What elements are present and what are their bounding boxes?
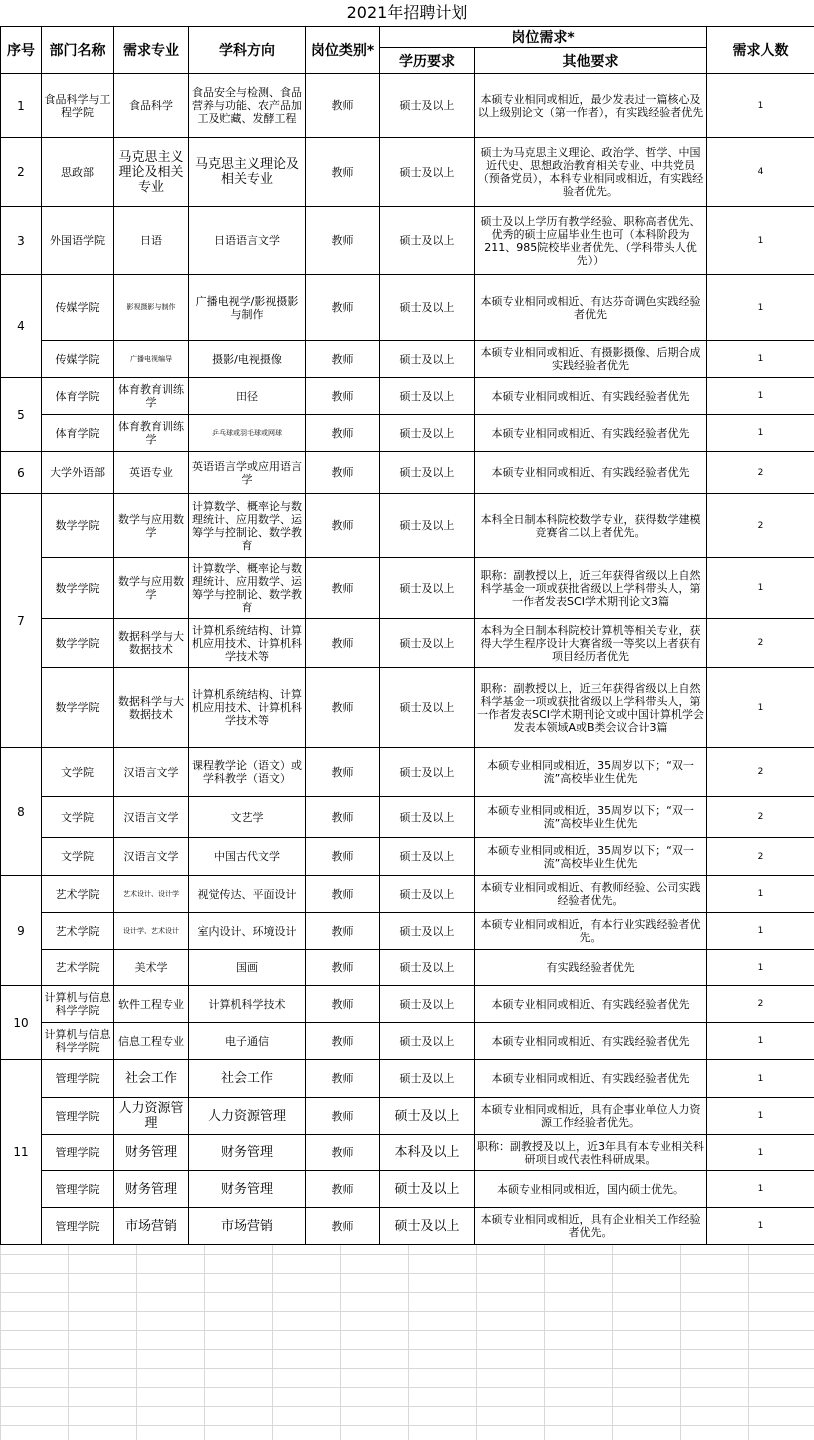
count-cell[interactable]: 1 — [707, 913, 814, 950]
dept-cell[interactable]: 体育学院 — [42, 415, 114, 452]
sheet-title: 2021年招聘计划 — [0, 0, 814, 26]
edu-cell[interactable]: 硕士及以上 — [380, 838, 475, 876]
major-cell[interactable]: 软件工程专业 — [114, 986, 189, 1023]
direction-cell[interactable]: 计算机科学技术 — [189, 986, 306, 1023]
table-row — [1, 74, 814, 138]
direction-cell[interactable]: 马克思主义理论及相关专业 — [189, 138, 306, 207]
count-cell[interactable]: 1 — [707, 1060, 814, 1098]
table-row — [1, 558, 814, 619]
header-major[interactable]: 需求专业 — [114, 27, 189, 74]
dept-cell[interactable]: 传媒学院 — [42, 341, 114, 378]
post-type-cell[interactable]: 教师 — [306, 913, 380, 950]
edu-cell[interactable]: 本科及以上 — [380, 1135, 475, 1171]
dept-cell[interactable]: 大学外语部 — [42, 452, 114, 494]
major-cell[interactable]: 数学与应用数学 — [114, 558, 189, 619]
other-req-cell[interactable]: 本硕专业相同或相近、有实践经验者优先 — [475, 1023, 707, 1060]
table-row — [1, 341, 814, 378]
table-row — [1, 207, 814, 275]
edu-cell[interactable]: 硕士及以上 — [380, 913, 475, 950]
table-row — [1, 1135, 814, 1171]
header-edu[interactable]: 学历要求 — [380, 48, 475, 74]
dept-cell[interactable]: 外国语学院 — [42, 207, 114, 275]
seq-cell[interactable]: 5 — [1, 378, 42, 452]
other-req-cell[interactable]: 本硕专业相同或相近，具有企业相关工作经验者优先。 — [475, 1208, 707, 1245]
edu-cell[interactable]: 硕士及以上 — [380, 619, 475, 668]
seq-cell[interactable]: 9 — [1, 876, 42, 986]
dept-cell[interactable]: 管理学院 — [42, 1060, 114, 1098]
post-type-cell[interactable]: 教师 — [306, 275, 380, 341]
count-cell[interactable]: 1 — [707, 275, 814, 341]
table-row — [1, 378, 814, 415]
post-type-cell[interactable]: 教师 — [306, 797, 380, 838]
table-row — [1, 1208, 814, 1245]
other-req-cell[interactable]: 本硕专业相同或相近、有教师经验、公司实践经验者优先。 — [475, 876, 707, 913]
post-type-cell[interactable]: 教师 — [306, 1098, 380, 1135]
dept-cell[interactable]: 数学学院 — [42, 494, 114, 558]
other-req-cell[interactable]: 本科全日制本科院校数学专业，获得数学建模竞赛省二以上者优先。 — [475, 494, 707, 558]
edu-cell[interactable]: 硕士及以上 — [380, 415, 475, 452]
table-row — [1, 838, 814, 876]
post-type-cell[interactable]: 教师 — [306, 1023, 380, 1060]
table-row — [1, 1023, 814, 1060]
direction-cell[interactable]: 财务管理 — [189, 1171, 306, 1208]
major-cell[interactable]: 社会工作 — [114, 1060, 189, 1098]
major-cell[interactable]: 数学与应用数学 — [114, 494, 189, 558]
header-count[interactable]: 需求人数 — [707, 27, 814, 74]
count-cell[interactable]: 1 — [707, 950, 814, 986]
other-req-cell[interactable]: 本硕专业相同或相近、有实践经验者优先 — [475, 986, 707, 1023]
edu-cell[interactable]: 硕士及以上 — [380, 275, 475, 341]
table-body — [1, 74, 814, 1245]
seq-cell[interactable]: 4 — [1, 275, 42, 378]
direction-cell[interactable]: 日语语言文学 — [189, 207, 306, 275]
major-cell[interactable]: 马克思主义理论及相关专业 — [114, 138, 189, 207]
dept-cell[interactable]: 管理学院 — [42, 1135, 114, 1171]
table-row — [1, 1171, 814, 1208]
header-seq[interactable]: 序号 — [1, 27, 42, 74]
post-type-cell[interactable]: 教师 — [306, 207, 380, 275]
direction-cell[interactable]: 广播电视学/影视摄影与制作 — [189, 275, 306, 341]
post-type-cell[interactable]: 教师 — [306, 950, 380, 986]
table-row — [1, 1060, 814, 1098]
dept-cell[interactable]: 文学院 — [42, 748, 114, 797]
dept-cell[interactable]: 管理学院 — [42, 1208, 114, 1245]
dept-cell[interactable]: 文学院 — [42, 797, 114, 838]
count-cell[interactable]: 2 — [707, 797, 814, 838]
post-type-cell[interactable]: 教师 — [306, 619, 380, 668]
other-req-cell[interactable]: 本硕专业相同或相近，国内硕士优先。 — [475, 1171, 707, 1208]
header-post-req[interactable]: 岗位需求* — [380, 27, 707, 48]
edu-cell[interactable]: 硕士及以上 — [380, 986, 475, 1023]
edu-cell[interactable]: 硕士及以上 — [380, 452, 475, 494]
dept-cell[interactable]: 文学院 — [42, 838, 114, 876]
table-row — [1, 668, 814, 748]
other-req-cell[interactable]: 本硕专业相同或相近，35周岁以下；“双一流”高校毕业生优先 — [475, 797, 707, 838]
dept-cell[interactable]: 艺术学院 — [42, 876, 114, 913]
dept-cell[interactable]: 数学学院 — [42, 558, 114, 619]
seq-cell[interactable]: 11 — [1, 1060, 42, 1245]
direction-cell[interactable]: 社会工作 — [189, 1060, 306, 1098]
direction-cell[interactable]: 田径 — [189, 378, 306, 415]
other-req-cell[interactable]: 本硕专业相同或相近，35周岁以下；“双一流”高校毕业生优先 — [475, 838, 707, 876]
dept-cell[interactable]: 传媒学院 — [42, 275, 114, 341]
post-type-cell[interactable]: 教师 — [306, 378, 380, 415]
count-cell[interactable]: 1 — [707, 341, 814, 378]
count-cell[interactable]: 1 — [707, 378, 814, 415]
dept-cell[interactable]: 食品科学与工程学院 — [42, 74, 114, 138]
count-cell[interactable]: 2 — [707, 619, 814, 668]
major-cell[interactable]: 财务管理 — [114, 1171, 189, 1208]
edu-cell[interactable]: 硕士及以上 — [380, 341, 475, 378]
count-cell[interactable]: 1 — [707, 1208, 814, 1245]
major-cell[interactable]: 设计学、艺术设计 — [114, 913, 189, 950]
post-type-cell[interactable]: 教师 — [306, 1208, 380, 1245]
count-cell[interactable]: 4 — [707, 138, 814, 207]
table-row — [1, 986, 814, 1023]
edu-cell[interactable]: 硕士及以上 — [380, 1023, 475, 1060]
count-cell[interactable]: 1 — [707, 668, 814, 748]
table-row — [1, 876, 814, 913]
header-direction[interactable]: 学科方向 — [189, 27, 306, 74]
other-req-cell[interactable]: 本硕专业相同或相近、有摄影摄像、后期合成实践经验者优先 — [475, 341, 707, 378]
other-req-cell[interactable]: 本硕专业相同或相近，35周岁以下；“双一流”高校毕业生优先 — [475, 748, 707, 797]
recruitment-table — [0, 26, 814, 1245]
post-type-cell[interactable]: 教师 — [306, 341, 380, 378]
other-req-cell[interactable]: 职称：副教授及以上，近3年具有本专业相关科研项目或代表性科研成果。 — [475, 1135, 707, 1171]
edu-cell[interactable]: 硕士及以上 — [380, 138, 475, 207]
direction-cell[interactable]: 国画 — [189, 950, 306, 986]
post-type-cell[interactable]: 教师 — [306, 558, 380, 619]
table-row — [1, 415, 814, 452]
other-req-cell[interactable]: 本硕专业相同或相近、有实践经验者优先 — [475, 378, 707, 415]
post-type-cell[interactable]: 教师 — [306, 138, 380, 207]
direction-cell[interactable]: 食品安全与检测、食品营养与功能、农产品加工及贮藏、发酵工程 — [189, 74, 306, 138]
major-cell[interactable]: 数据科学与大数据技术 — [114, 668, 189, 748]
major-cell[interactable]: 体育教育训练学 — [114, 415, 189, 452]
dept-cell[interactable]: 数学学院 — [42, 668, 114, 748]
edu-cell[interactable]: 硕士及以上 — [380, 797, 475, 838]
post-type-cell[interactable]: 教师 — [306, 1060, 380, 1098]
edu-cell[interactable]: 硕士及以上 — [380, 950, 475, 986]
other-req-cell[interactable]: 本硕专业相同或相近、有实践经验者优先 — [475, 1060, 707, 1098]
direction-cell[interactable]: 人力资源管理 — [189, 1098, 306, 1135]
major-cell[interactable]: 体育教育训练学 — [114, 378, 189, 415]
direction-cell[interactable]: 计算数学、概率论与数理统计、应用数学、运筹学与控制论、数学教育 — [189, 558, 306, 619]
dept-cell[interactable]: 艺术学院 — [42, 950, 114, 986]
major-cell[interactable]: 财务管理 — [114, 1135, 189, 1171]
dept-cell[interactable]: 管理学院 — [42, 1171, 114, 1208]
major-cell[interactable]: 食品科学 — [114, 74, 189, 138]
other-req-cell[interactable]: 本硕专业相同或相近，有本行业实践经验者优先。 — [475, 913, 707, 950]
other-req-cell[interactable]: 职称：副教授以上，近三年获得省级以上自然科学基金一项或获批省级以上学科带头人，第一作者发表SCI学术期刊论文或中国计算机学会发表本领域A或B类会议合计3篇 — [475, 668, 707, 748]
seq-cell[interactable]: 1 — [1, 74, 42, 138]
edu-cell[interactable]: 硕士及以上 — [380, 207, 475, 275]
seq-cell[interactable]: 3 — [1, 207, 42, 275]
header-other[interactable]: 其他要求 — [475, 48, 707, 74]
other-req-cell[interactable]: 本硕专业相同或相近，具有企事业单位人力资源工作经验者优先。 — [475, 1098, 707, 1135]
dept-cell[interactable]: 思政部 — [42, 138, 114, 207]
other-req-cell[interactable]: 有实践经验者优先 — [475, 950, 707, 986]
other-req-cell[interactable]: 本硕专业相同或相近、有实践经验者优先 — [475, 415, 707, 452]
major-cell[interactable]: 英语专业 — [114, 452, 189, 494]
other-req-cell[interactable]: 本硕专业相同或相近，最少发表过一篇核心及以上级别论文（第一作者），有实践经验者优先 — [475, 74, 707, 138]
table-row — [1, 950, 814, 986]
post-type-cell[interactable]: 教师 — [306, 1135, 380, 1171]
major-cell[interactable]: 市场营销 — [114, 1208, 189, 1245]
count-cell[interactable]: 1 — [707, 415, 814, 452]
major-cell[interactable]: 汉语言文学 — [114, 748, 189, 797]
post-type-cell[interactable]: 教师 — [306, 1171, 380, 1208]
count-cell[interactable]: 2 — [707, 748, 814, 797]
count-cell[interactable]: 2 — [707, 838, 814, 876]
table-row — [1, 138, 814, 207]
dept-cell[interactable]: 艺术学院 — [42, 913, 114, 950]
seq-cell[interactable]: 8 — [1, 748, 42, 876]
major-cell[interactable]: 美术学 — [114, 950, 189, 986]
count-cell[interactable]: 2 — [707, 986, 814, 1023]
direction-cell[interactable]: 乒乓球或羽毛球或网球 — [189, 415, 306, 452]
edu-cell[interactable]: 硕士及以上 — [380, 1098, 475, 1135]
other-req-cell[interactable]: 本硕专业相同或相近、有达芬奇调色实践经验者优先 — [475, 275, 707, 341]
major-cell[interactable]: 信息工程专业 — [114, 1023, 189, 1060]
direction-cell[interactable]: 摄影/电视摄像 — [189, 341, 306, 378]
direction-cell[interactable]: 英语语言学或应用语言学 — [189, 452, 306, 494]
direction-cell[interactable]: 市场营销 — [189, 1208, 306, 1245]
count-cell[interactable]: 1 — [707, 207, 814, 275]
seq-cell[interactable]: 7 — [1, 494, 42, 748]
other-req-cell[interactable]: 职称：副教授以上，近三年获得省级以上自然科学基金一项或获批省级以上学科带头人，第一作者发表SCI学术期刊论文3篇 — [475, 558, 707, 619]
direction-cell[interactable]: 文艺学 — [189, 797, 306, 838]
count-cell[interactable]: 2 — [707, 452, 814, 494]
count-cell[interactable]: 1 — [707, 1098, 814, 1135]
direction-cell[interactable]: 中国古代文学 — [189, 838, 306, 876]
seq-cell[interactable]: 10 — [1, 986, 42, 1060]
seq-cell[interactable]: 6 — [1, 452, 42, 494]
edu-cell[interactable]: 硕士及以上 — [380, 748, 475, 797]
table-row — [1, 913, 814, 950]
edu-cell[interactable]: 硕士及以上 — [380, 1171, 475, 1208]
major-cell[interactable]: 人力资源管理 — [114, 1098, 189, 1135]
edu-cell[interactable]: 硕士及以上 — [380, 1208, 475, 1245]
other-req-cell[interactable]: 硕士及以上学历有教学经验、职称高者优先、优秀的硕士应届毕业生也可（本科阶段为211、985院校毕业者优先、（学科带头人优先）） — [475, 207, 707, 275]
direction-cell[interactable]: 课程教学论（语文）或学科教学（语文） — [189, 748, 306, 797]
major-cell[interactable]: 影视摄影与制作 — [114, 275, 189, 341]
direction-cell[interactable]: 视觉传达、平面设计 — [189, 876, 306, 913]
edu-cell[interactable]: 硕士及以上 — [380, 558, 475, 619]
edu-cell[interactable]: 硕士及以上 — [380, 378, 475, 415]
major-cell[interactable]: 数据科学与大数据技术 — [114, 619, 189, 668]
post-type-cell[interactable]: 教师 — [306, 494, 380, 558]
other-req-cell[interactable]: 硕士为马克思主义理论、政治学、哲学、中国近代史、思想政治教育相关专业、中共党员（预备党员），本科专业相同或相近，有实践经验者优先。 — [475, 138, 707, 207]
edu-cell[interactable]: 硕士及以上 — [380, 876, 475, 913]
post-type-cell[interactable]: 教师 — [306, 748, 380, 797]
dept-cell[interactable]: 数学学院 — [42, 619, 114, 668]
post-type-cell[interactable]: 教师 — [306, 876, 380, 913]
major-cell[interactable]: 汉语言文学 — [114, 838, 189, 876]
count-cell[interactable]: 1 — [707, 74, 814, 138]
edu-cell[interactable]: 硕士及以上 — [380, 668, 475, 748]
header-post-type[interactable]: 岗位类别* — [306, 27, 380, 74]
count-cell[interactable]: 1 — [707, 876, 814, 913]
count-cell[interactable]: 1 — [707, 1135, 814, 1171]
direction-cell[interactable]: 计算数学、概率论与数理统计、应用数学、运筹学与控制论、数学教育 — [189, 494, 306, 558]
header-dept[interactable]: 部门名称 — [42, 27, 114, 74]
table-row — [1, 494, 814, 558]
direction-cell[interactable]: 计算机系统结构、计算机应用技术、计算机科学技术等 — [189, 619, 306, 668]
post-type-cell[interactable]: 教师 — [306, 668, 380, 748]
dept-cell[interactable]: 计算机与信息科学学院 — [42, 986, 114, 1023]
major-cell[interactable]: 艺术设计、设计学 — [114, 876, 189, 913]
table-row — [1, 797, 814, 838]
other-req-cell[interactable]: 本硕专业相同或相近、有实践经验者优先 — [475, 452, 707, 494]
post-type-cell[interactable]: 教师 — [306, 986, 380, 1023]
seq-cell[interactable]: 2 — [1, 138, 42, 207]
post-type-cell[interactable]: 教师 — [306, 74, 380, 138]
edu-cell[interactable]: 硕士及以上 — [380, 1060, 475, 1098]
table-row — [1, 1098, 814, 1135]
dept-cell[interactable]: 管理学院 — [42, 1098, 114, 1135]
direction-cell[interactable]: 电子通信 — [189, 1023, 306, 1060]
table-row — [1, 275, 814, 341]
edu-cell[interactable]: 硕士及以上 — [380, 74, 475, 138]
edu-cell[interactable]: 硕士及以上 — [380, 494, 475, 558]
table-row — [1, 619, 814, 668]
other-req-cell[interactable]: 本科为全日制本科院校计算机等相关专业，获得大学生程序设计大赛省级一等奖以上者获有项目经历者优先 — [475, 619, 707, 668]
count-cell[interactable]: 1 — [707, 558, 814, 619]
count-cell[interactable]: 2 — [707, 494, 814, 558]
count-cell[interactable]: 1 — [707, 1171, 814, 1208]
major-cell[interactable]: 日语 — [114, 207, 189, 275]
direction-cell[interactable]: 财务管理 — [189, 1135, 306, 1171]
major-cell[interactable]: 广播电视编导 — [114, 341, 189, 378]
table-row — [1, 748, 814, 797]
dept-cell[interactable]: 计算机与信息科学学院 — [42, 1023, 114, 1060]
major-cell[interactable]: 汉语言文学 — [114, 797, 189, 838]
post-type-cell[interactable]: 教师 — [306, 415, 380, 452]
post-type-cell[interactable]: 教师 — [306, 452, 380, 494]
direction-cell[interactable]: 计算机系统结构、计算机应用技术、计算机科学技术等 — [189, 668, 306, 748]
table-row — [1, 452, 814, 494]
post-type-cell[interactable]: 教师 — [306, 838, 380, 876]
direction-cell[interactable]: 室内设计、环境设计 — [189, 913, 306, 950]
dept-cell[interactable]: 体育学院 — [42, 378, 114, 415]
count-cell[interactable]: 1 — [707, 1023, 814, 1060]
